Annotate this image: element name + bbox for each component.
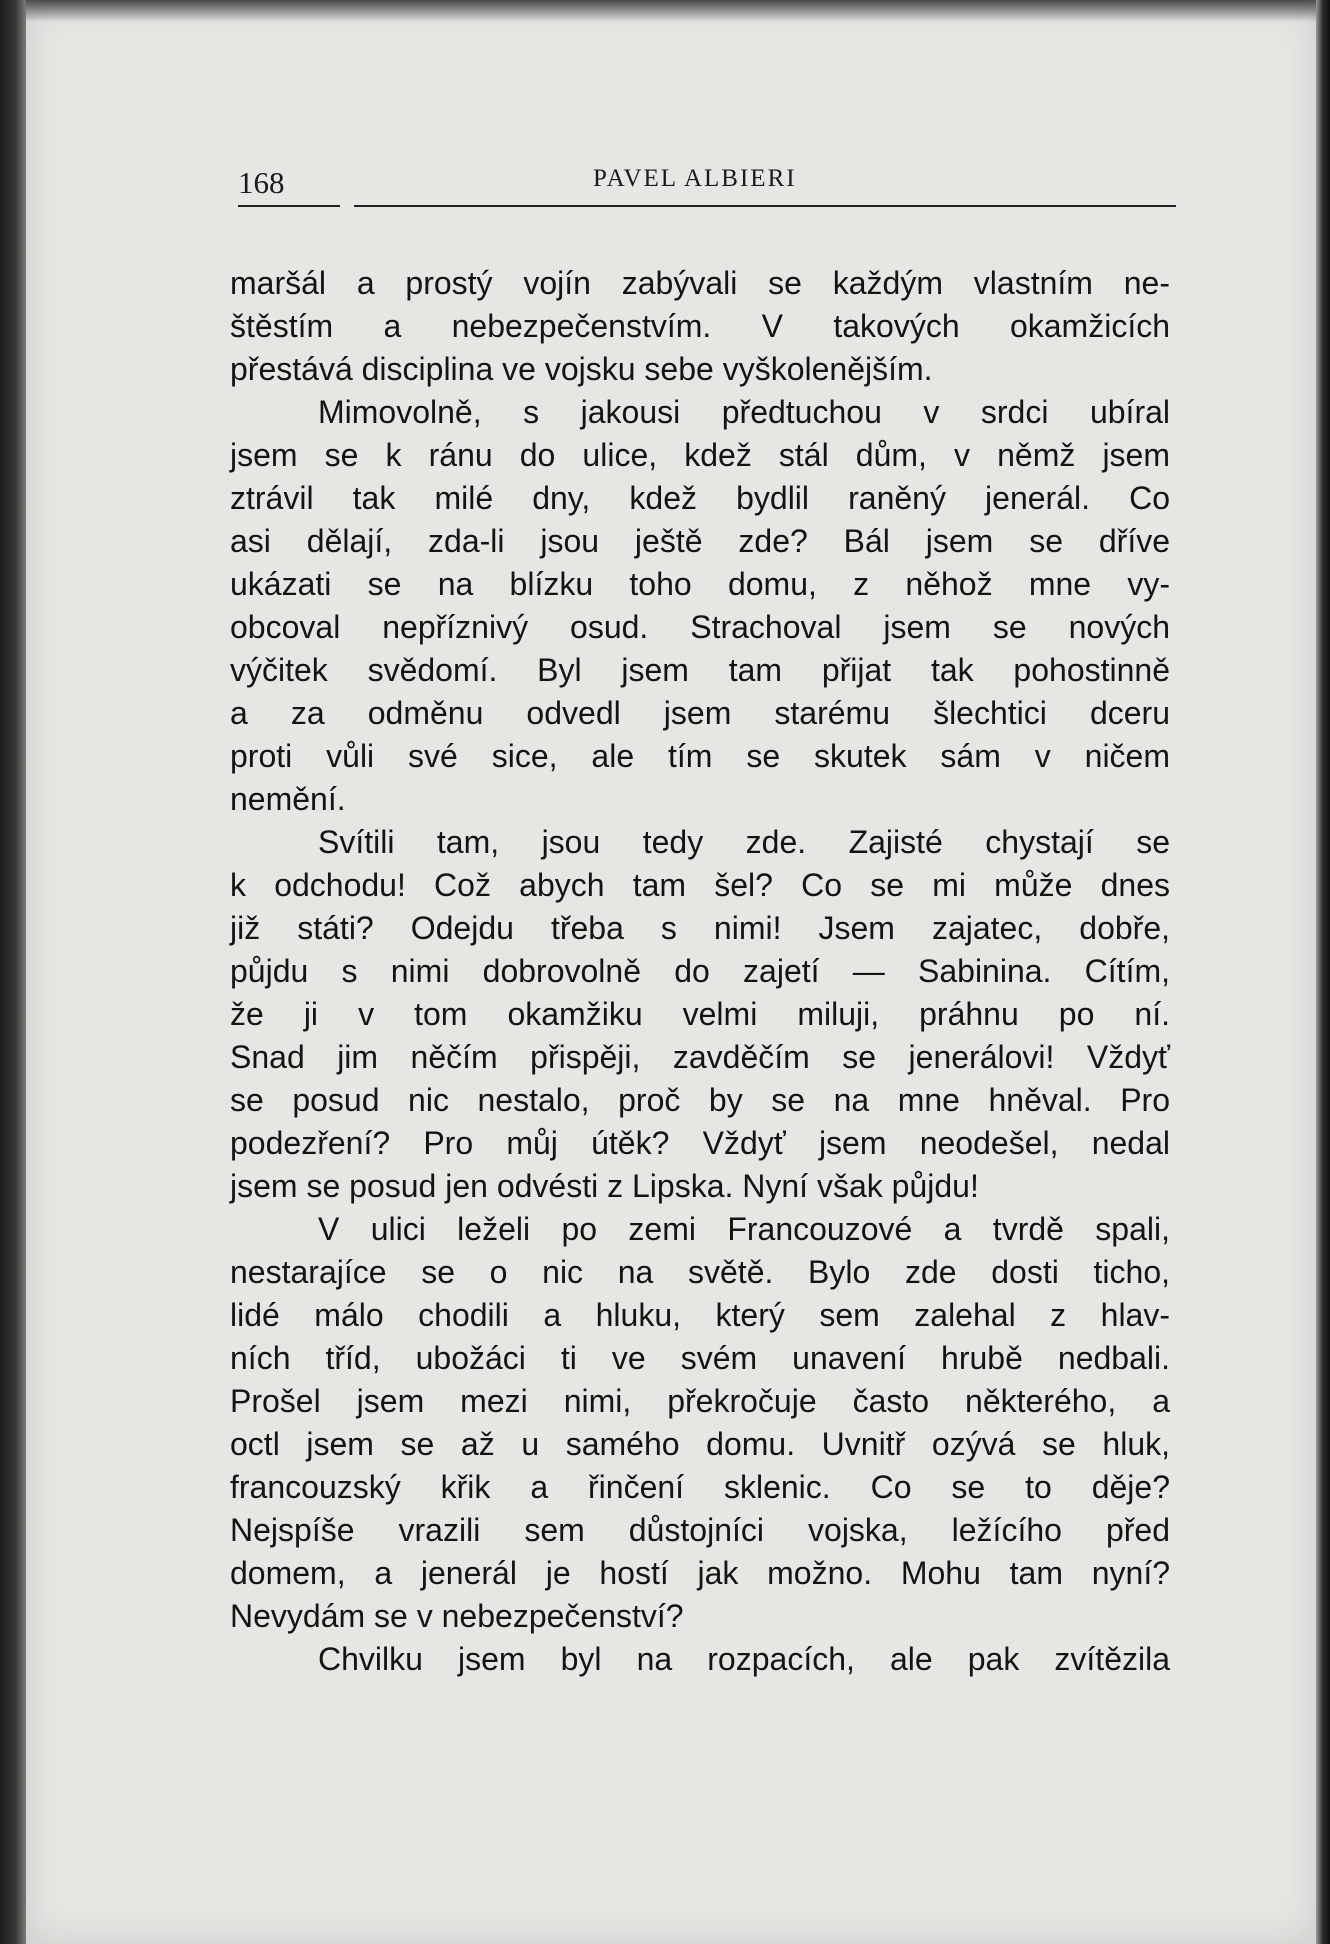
text-line: nemění. bbox=[230, 781, 346, 817]
body-text bbox=[230, 262, 1170, 1681]
text-line: ních tříd, ubožáci ti ve svém unavení hrubě nedbali. bbox=[230, 1340, 1170, 1376]
text-line: nestarajíce se o nic na světě. Bylo zde dosti ticho, bbox=[230, 1254, 1170, 1290]
text-line: se posud nic nestalo, proč by se na mne hněval. Pro bbox=[230, 1082, 1170, 1118]
text-line: domem, a jenerál je hostí jak možno. Mohu tam nyní? bbox=[230, 1555, 1170, 1591]
text-line: octl jsem se až u samého domu. Uvnitř ozývá se hluk, bbox=[230, 1426, 1170, 1462]
text-line: proti vůli své sice, ale tím se skutek sám v ničem bbox=[230, 738, 1170, 774]
text-line: ztrávil tak milé dny, kdež bydlil raněný jenerál. Co bbox=[230, 480, 1170, 516]
text-line: V ulici leželi po zemi Francouzové a tvrdě spali, bbox=[318, 1211, 1170, 1247]
text-line: Nejspíše vrazili sem důstojníci vojska, ležícího před bbox=[230, 1512, 1170, 1548]
text-line: že ji v tom okamžiku velmi miluji, práhnu po ní. bbox=[230, 996, 1170, 1032]
text-line: výčitek svědomí. Byl jsem tam přijat tak pohostinně bbox=[230, 652, 1170, 688]
running-head: PAVEL ALBIERI bbox=[593, 165, 797, 192]
header-rule-right bbox=[354, 205, 1176, 207]
text-line: k odchodu! Což abych tam šel? Co se mi může dnes bbox=[230, 867, 1170, 903]
text-line: francouzský křik a řinčení sklenic. Co se to děje? bbox=[230, 1469, 1170, 1505]
text-line: již státi? Odejdu třeba s nimi! Jsem zajatec, dobře, bbox=[230, 910, 1170, 946]
text-line: a za odměnu odvedl jsem starému šlechtici dceru bbox=[230, 695, 1170, 731]
text-line: Svítili tam, jsou tedy zde. Zajisté chystají se bbox=[318, 824, 1170, 860]
header-rule-left bbox=[238, 205, 340, 207]
text-line: jsem se k ránu do ulice, kdež stál dům, v němž jsem bbox=[230, 437, 1170, 473]
text-line: lidé málo chodili a hluku, který sem zalehal z hlav- bbox=[230, 1297, 1170, 1333]
scan-top-shadow bbox=[26, 0, 1316, 22]
text-line: půjdu s nimi dobrovolně do zajetí — Sabinina. Cítím, bbox=[230, 953, 1170, 989]
text-line: Chvilku jsem byl na rozpacích, ale pak zvítězila bbox=[318, 1641, 1170, 1677]
text-line: Prošel jsem mezi nimi, překročuje často některého, a bbox=[230, 1383, 1170, 1419]
text-line: štěstím a nebezpečenstvím. V takových okamžicích bbox=[230, 308, 1170, 344]
text-line: jsem se posud jen odvésti z Lipska. Nyní však půjdu! bbox=[230, 1168, 979, 1204]
text-line: maršál a prostý vojín zabývali se každým vlastním ne- bbox=[230, 265, 1170, 301]
scan-left-edge bbox=[0, 0, 26, 1944]
text-line: asi dělají, zda-li jsou ještě zde? Bál jsem se dříve bbox=[230, 523, 1170, 559]
page-number: 168 bbox=[238, 165, 285, 200]
text-line: přestává disciplina ve vojsku sebe vyškolenějším. bbox=[230, 351, 933, 387]
text-line: podezření? Pro můj útěk? Vždyť jsem neodešel, nedal bbox=[230, 1125, 1170, 1161]
scan-right-edge bbox=[1316, 0, 1330, 1944]
text-line: obcoval nepříznivý osud. Strachoval jsem se nových bbox=[230, 609, 1170, 645]
text-line: ukázati se na blízku toho domu, z něhož mne vy- bbox=[230, 566, 1170, 602]
text-line: Mimovolně, s jakousi předtuchou v srdci ubíral bbox=[318, 394, 1170, 430]
page-header bbox=[238, 155, 1176, 215]
text-line: Snad jim něčím přispěji, zavděčím se jenerálovi! Vždyť bbox=[230, 1039, 1170, 1075]
text-line: Nevydám se v nebezpečenství? bbox=[230, 1598, 684, 1634]
